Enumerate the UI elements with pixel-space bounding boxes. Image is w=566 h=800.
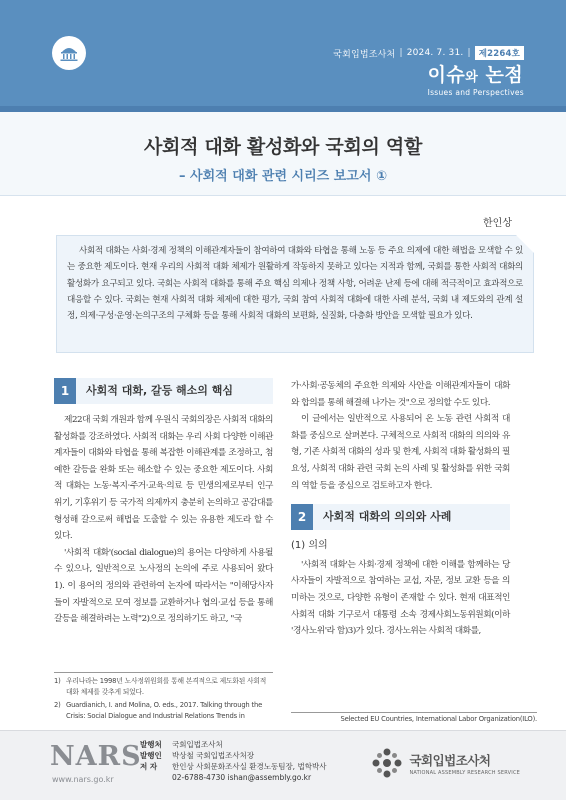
colophon-row: 발행인 박상철 국회입법조사처장	[140, 751, 255, 760]
section-2-paragraph-1: '사회적 대화'는 사회·경제 정책에 대한 이해를 함께하는 당사자들이 자발적으로 참여하는 교섭, 자문, 정보 교환 등을 의미하는 것으로, 다양한 유형이 존재할 수 있다. 현재 대표적인 사회적 대화 기구로서 대통령 소속 경제사회노동위원회(이하 '경사노위'라 함)3)가 있다. 경사노위는 사회적 대화를,	[291, 559, 510, 637]
intro-paragraph: 이 글에서는 일반적으로 사용되어 온 노동 관련 사회적 대화를 중심으로 살펴본다. 구체적으로 사회적 대화의 의의와 유형, 기존 사회적 대화의 성과 및 한계, 사회적 대화 활성화의 필요성, 사회적 대화 관련 국회 논의 사례 및 활성화를 위한 국회의 역할 등을 중심으로 검토하고자 한다.	[291, 414, 510, 491]
section-number: 1	[54, 378, 76, 404]
section-1-paragraph-1: 제22대 국회 개원과 함께 우원식 국회의장은 사회적 대화의 활성화를 강조하였다. 사회적 대화는 우리 사회 다양한 이해관계자들이 대화와 타협을 통해 복잡한 이해관계를 조정하고, 첨예한 갈등을 완화 또는 해소할 수 있는 중요한 제도이다. 사회적 대화는 노동·복지·주거·교육·의료 등 민생의제로부터 인구위기, 기후위기 등 국가적 의제까지 충분히 논의하고 공감대를 형성해 갈으로써 해법을 도출할 수 있는 유용한 제도라 할 수 있다.	[54, 415, 274, 542]
footer	[0, 730, 566, 800]
header-band	[0, 0, 566, 112]
section-heading: 사회적 대화의 의의와 사례	[323, 509, 452, 523]
section-1-paragraph-2: '사회적 대화'(social dialogue)의 용어는 다양하게 사용될 수 있으나, 일반적으로 노사정의 논의에 주로 사용되어 왔다1). 이 용어의 정의와 관련하여 논자에 따라서는 "이해당사자들이 자발적으로 모여 정보를 교환하거나 협의·교섭 등을 통해 갈등을 해결하려는 노력"2)으로 정의하기도 하고, "국	[54, 547, 273, 625]
series-brand	[428, 60, 524, 97]
footnote: 2) Guardianich, I. and Molina, O. eds., 2017. Talking through the Crisis: Social Dialogue and Industrial Relations Trends in	[54, 701, 263, 720]
series-subtitle: Issues and Perspectives	[427, 88, 524, 97]
subsection-heading: (1) 의의	[291, 540, 328, 552]
nars-emblem-icon	[371, 747, 403, 779]
right-column	[291, 378, 510, 640]
footnotes	[54, 676, 273, 724]
national-assembly-logo-icon	[52, 36, 86, 70]
section-number: 2	[291, 504, 313, 530]
colophon-row: 저 자 한인상 사회문화조사실 환경노동팀장, 법학박사	[140, 762, 327, 771]
title-area	[0, 112, 566, 196]
organization-name: 국회입법조사처	[409, 752, 491, 768]
organization-english-name: NATIONAL ASSEMBLY RESEARCH SERVICE	[409, 769, 520, 776]
continued-paragraph: 가·사회·공동체의 주요한 의제와 사안을 이해관계자들이 대화와 합의를 통해 해결해 나가는 것"으로 정의할 수도 있다.	[291, 381, 510, 408]
section-heading: 사회적 대화, 갈등 해소의 핵심	[86, 383, 234, 397]
footnote-continuation: Selected EU Countries, International Labor Organization(ILO).	[340, 715, 537, 723]
nars-logo: NARS	[50, 741, 142, 772]
page-title: 사회적 대화 활성화와 국회의 역할	[143, 136, 423, 158]
footnote-divider	[54, 672, 273, 673]
colophon	[140, 739, 326, 783]
colophon-row: 02-6788-4730 ishan@assembly.go.kr	[172, 773, 312, 782]
colophon-row: 발행처 국회입법조사처	[140, 740, 223, 749]
page-subtitle: – 사회적 대화 관련 시리즈 보고서 ①	[179, 169, 387, 184]
organization-logo	[371, 747, 520, 779]
section-1-header	[54, 378, 273, 404]
publisher-name: 국회입법조사처	[333, 49, 396, 60]
website-link[interactable]: www.nars.go.kr	[52, 775, 114, 784]
summary-box	[56, 235, 534, 353]
footnote: 1) 우리나라는 1998년 노사정위원회를 통해 본격적으로 제도화된 사회적 대화 체제를 갖추게 되었다.	[54, 677, 267, 696]
left-column	[54, 378, 273, 628]
footnote-divider	[291, 712, 537, 713]
section-2-header	[291, 504, 510, 530]
publication-info: 국회입법조사처 | 2024. 7. 31. | 제2264호	[333, 46, 524, 60]
issue-number-badge: 제2264호	[475, 46, 524, 60]
author-name: 한인상	[483, 218, 512, 229]
national-assembly-building-icon	[57, 41, 81, 65]
series-title: 이슈와 논점	[427, 64, 524, 86]
summary-text: 사회적 대화는 사회·경제 정책의 이해관계자들이 참여하여 대화와 타협을 통해 노동 등 주요 의제에 대한 해법을 모색할 수 있는 중요한 제도이다. 현재 우리의 사회적 대화 체제가 원활하게 작동하지 못하고 있다는 지적과 함께, 국회를 통한 사회적 대화의 활성화가 요구되고 있다. 국회는 사회적 대화를 통해 주요 핵심 의제나 정책 사항, 어려운 난제 등에 대해 적극적이고 효과적으로 대응할 수 있다. 국회는 현재 사회적 대화 체제에 대한 평가, 국회 참여 사회적 대화에 대한 사례 분석, 국회 내 제도와의 관계 설정, 의제·구성·운영·논의구조의 구체화 등을 통해 사회적 대화의 보편화, 실질화, 다층화 방안을 모색할 필요가 있다.	[67, 246, 523, 322]
publication-date: 2024. 7. 31.	[406, 48, 464, 58]
